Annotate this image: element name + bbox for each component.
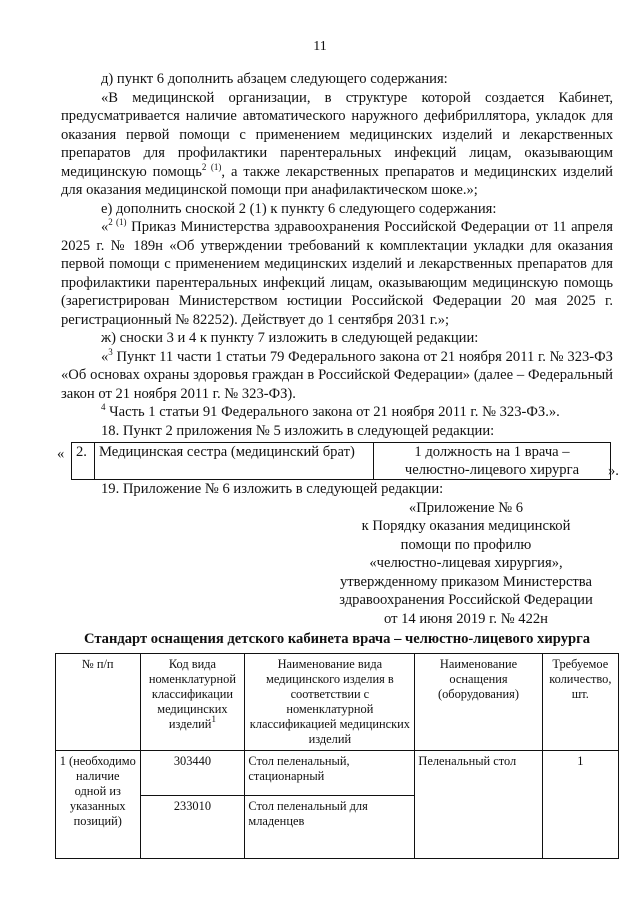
staff-norm-line1: 1 должность на 1 врача – — [414, 444, 570, 460]
footnote-3 — [61, 348, 613, 404]
row-number: 2. — [72, 443, 95, 480]
cell-name: Стол пеленальный, стационарный — [245, 750, 415, 795]
header-quantity: Требуемое количество, шт. — [542, 653, 618, 750]
appendix-line: «Приложение № 6 — [408, 499, 524, 516]
footnote-mark-2-1: 2 (1) — [108, 217, 127, 227]
footnote-2-1-text: Приказ Министерства здравоохранения Российской Федерации от 11 апреля 2025 г. № 189н «Об утверждении требований к комплектации укладки для оказания первой помощи с применением медицинских изделий и лекарственных препаратов для профилактики парентеральных инфекций лицам, оказывающим медицинскую помощь (зарегистрирован Министерством юстиции Российской Федерации 20 мая 2025 г. регистрационный № 82252). Действует до 1 сентября 2031 г.»; — [61, 219, 614, 328]
footnote-4 — [61, 403, 613, 422]
paragraph-d-intro: д) пункт 6 дополнить абзацем следующего содержания: — [101, 71, 448, 87]
footnote-ref-2-1: 2 (1) — [201, 161, 222, 172]
paragraph-d-text-a: «В медицинской организации, в структуре которой создается Кабинет, предусматривается наличие автоматического наружного дефибриллятора, укладок для оказания первой помощи с применением медицинских изделий и лекарственных препаратов для профилактики парентеральных инфекций лицам, оказывающим медицинскую помощь — [61, 89, 613, 180]
staff-norm — [374, 443, 611, 480]
header-num: № п/п — [56, 653, 141, 750]
cell-name: Стол пеленальный для младенцев — [245, 795, 415, 858]
cell-quantity: 1 — [542, 750, 618, 858]
paragraph-d-text — [61, 89, 613, 200]
inserted-row-block — [57, 442, 619, 480]
paragraph-e-intro: е) дополнить сноской 2 (1) к пункту 6 следующего содержания: — [101, 200, 497, 217]
header-name: Наименование вида медицинского изделия в соответствии с номенклатурной классификацией медицинских изделий — [245, 653, 415, 750]
appendix-line: «челюстно-лицевая хирургия», — [369, 555, 563, 571]
cell-code: 233010 — [140, 795, 245, 858]
paragraph-19: 19. Приложение № 6 изложить в следующей редакции: — [101, 481, 444, 497]
document-body — [57, 70, 619, 859]
header-code — [140, 653, 245, 750]
footnote-mark-4: 4 — [101, 402, 106, 412]
header-code-text: Код вида номенклатурной классификации медицинских изделий — [148, 656, 236, 731]
appendix-line: утвержденному приказом Министерства — [340, 573, 592, 590]
appendix-line: здравоохранения Российской Федерации — [339, 592, 593, 608]
position-name: Медицинская сестра (медицинский брат) — [95, 443, 374, 480]
cell-num: 1 (необходимо наличие одной из указанных позиций) — [56, 750, 141, 858]
standard-title: Стандарт оснащения детского кабинета врача – челюстно-лицевого хирурга — [83, 631, 591, 647]
header-equipment: Наименование оснащения (оборудования) — [415, 653, 542, 750]
open-quote: « — [101, 348, 109, 365]
equipment-table — [55, 653, 619, 859]
footnote-2-1 — [61, 218, 613, 329]
inserted-row-table — [71, 442, 611, 480]
footnote-mark-1: 1 — [211, 713, 216, 724]
open-quote: « — [57, 446, 65, 462]
cell-equipment: Пеленальный стол — [415, 750, 542, 858]
appendix-line: к Порядку оказания медицинской — [361, 518, 571, 534]
paragraph-18: 18. Пункт 2 приложения № 5 изложить в следующей редакции: — [101, 422, 495, 439]
footnote-3-text: Пункт 11 части 1 статьи 79 Федерального закона от 21 ноября 2011 г. № 323-ФЗ «Об основах охраны здоровья граждан в Российской Федерации» (далее – Федеральный закон от 21 ноября 2011 г. № 323-ФЗ). — [61, 348, 613, 402]
page-number: 11 — [313, 39, 327, 54]
footnote-4-text: Часть 1 статьи 91 Федерального закона от 21 ноября 2011 г. № 323-ФЗ.». — [105, 404, 560, 420]
staff-norm-line2: челюстно-лицевого хирурга — [404, 462, 580, 478]
close-quote: ». — [608, 463, 619, 479]
appendix-header — [333, 499, 599, 629]
appendix-line: от 14 июня 2019 г. № 422н — [383, 610, 548, 627]
appendix-line: помощи по профилю — [400, 536, 532, 553]
cell-code: 303440 — [140, 750, 245, 795]
table-row — [56, 750, 619, 795]
paragraph-zh-intro: ж) сноски 3 и 4 к пункту 7 изложить в следующей редакции: — [101, 330, 479, 346]
paragraph-d-text-b: , а также лекарственных препаратов и медицинских изделий для оказания медицинской помощи при анафилактическом шоке.»; — [61, 163, 613, 198]
open-quote: « — [101, 219, 109, 235]
table-header-row — [56, 653, 619, 750]
footnote-mark-3: 3 — [108, 346, 113, 357]
